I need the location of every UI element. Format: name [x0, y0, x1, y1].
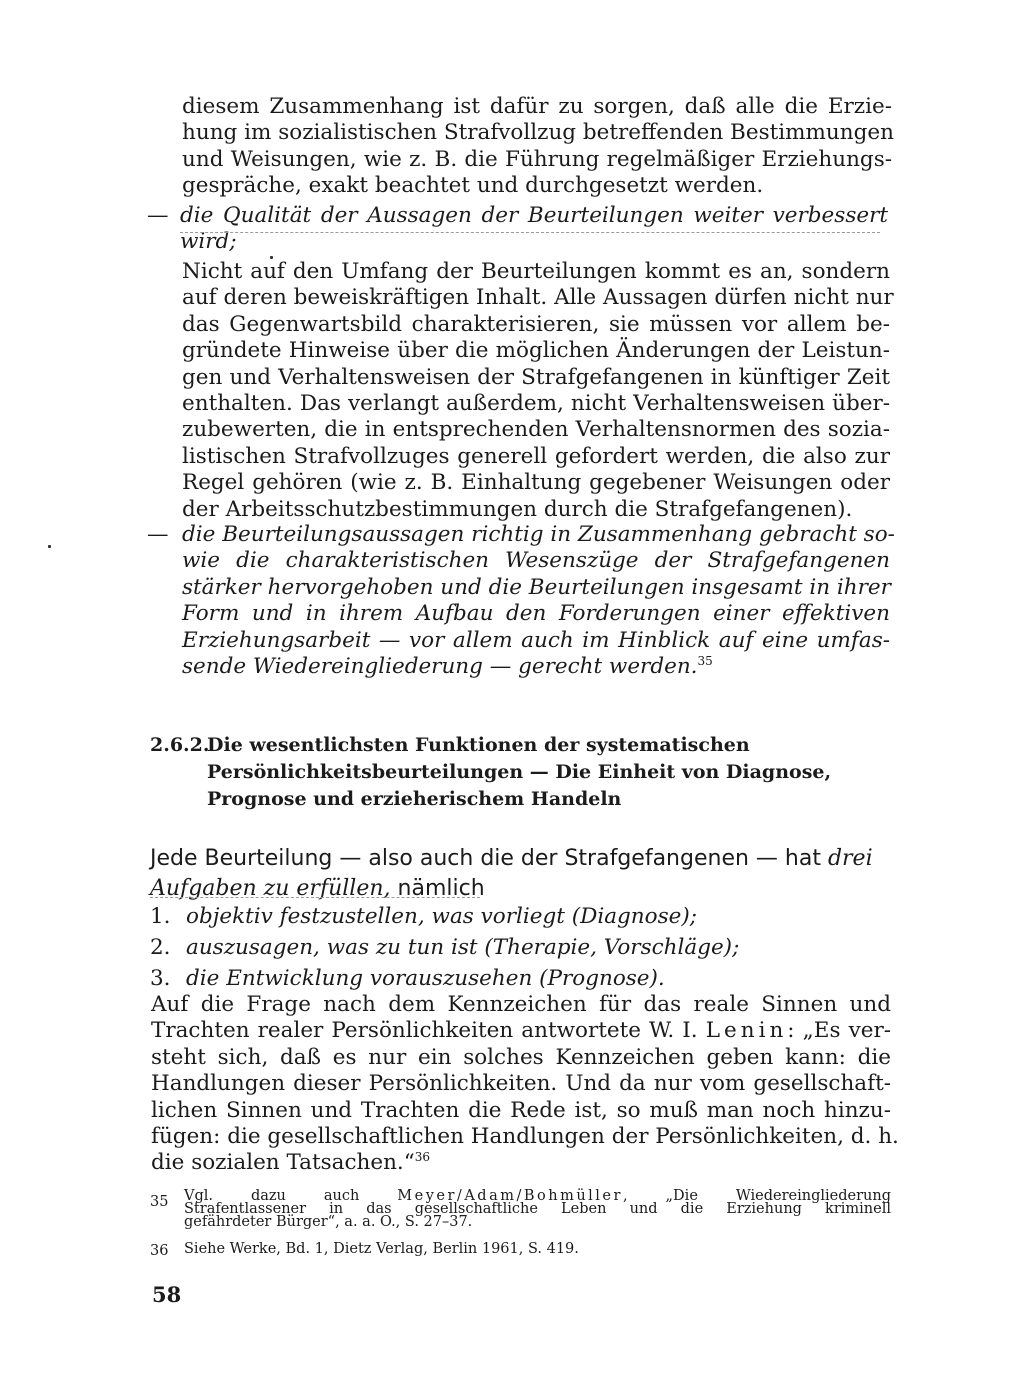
- author-names-spaced: Meyer/Adam/Bohmüller: [397, 1188, 623, 1204]
- text-line: gründete Hinweise über die möglichen Änderungen der Leistun-: [182, 338, 890, 364]
- footnote-line: Siehe Werke, Bd. 1, Dietz Verlag, Berlin 1961, S. 419.: [184, 1241, 579, 1257]
- footnote-36: [184, 1243, 891, 1256]
- text-span: die sozialen Tatsachen.“: [151, 1150, 415, 1176]
- text-line: [182, 654, 890, 680]
- list-number: 2.: [150, 935, 171, 960]
- text-line: wie die charakteristischen Wesenszüge der Strafgefangenen: [182, 548, 890, 574]
- text-line: [151, 1018, 891, 1044]
- paragraph-continuation: [182, 94, 892, 200]
- text-line: Nicht auf den Umfang der Beurteilungen kommt es an, sondern: [182, 259, 890, 284]
- text-span: Jede Beurteilung — also auch die der Strafgefangenen — hat: [150, 846, 828, 871]
- footnote-ref: 35: [697, 653, 713, 668]
- list-number: 1.: [150, 904, 171, 929]
- text-span: , „Die Wiedereingliederung: [622, 1188, 891, 1204]
- text-line: das Gegenwartsbild charakterisieren, sie müssen vor allem be-: [182, 311, 890, 337]
- faint-rule: [180, 232, 880, 233]
- text-line: lichen Sinnen und Trachten die Rede ist, so muß man noch hinzu-: [151, 1097, 891, 1123]
- text-line: fügen: die gesellschaftlichen Handlungen der Persönlichkeiten, d. h.: [151, 1123, 899, 1149]
- faint-rule: [150, 897, 480, 898]
- dash-item-statements: [182, 522, 895, 680]
- text-line: die Qualität der Aussagen der Beurteilungen weiter verbessert: [180, 203, 888, 228]
- footnote-ref: 36: [414, 1150, 431, 1165]
- list-item-diagnosis: objektiv festzustellen, was vorliegt (Diagnose);: [186, 904, 697, 929]
- footnote-35: [184, 1190, 891, 1229]
- text-line: diesem Zusammenhang ist dafür zu sorgen, daß alle die Erzie-: [182, 94, 892, 119]
- text-line: stärker hervorgehoben und die Beurteilungen insgesamt in ihrer: [182, 574, 891, 600]
- section-heading: [207, 732, 832, 813]
- intro-sentence: [150, 844, 892, 904]
- section-number: 2.6.2.: [150, 734, 210, 756]
- paragraph-scope: [182, 259, 894, 523]
- list-number: 3.: [150, 966, 171, 991]
- text-span: : „Es ver-: [787, 1018, 891, 1044]
- text-line: [151, 1150, 891, 1176]
- dash-item-quality: [180, 203, 888, 256]
- heading-line: Persönlichkeitsbeurteilungen — Die Einheit von Diagnose,: [207, 761, 832, 783]
- text-span-italic: drei: [827, 846, 873, 871]
- text-line: [150, 874, 892, 904]
- text-span: sende Wiedereingliederung — gerecht werden.: [182, 653, 698, 679]
- text-line: gen und Verhaltensweisen der Strafgefangenen in künftiger Zeit: [182, 364, 890, 390]
- list-dash: —: [147, 522, 169, 547]
- list-dash: —: [147, 203, 169, 228]
- text-line: der Arbeitsschutzbestimmungen durch die Strafgefangenen).: [182, 496, 853, 522]
- text-span-italic: Aufgaben zu erfüllen,: [150, 876, 391, 901]
- text-span: Trachten realer Persönlichkeiten antwortete W. I.: [151, 1018, 706, 1044]
- text-line: listischen Strafvollzuges generell gefordert werden, die also zur: [182, 443, 890, 469]
- text-line: zubewerten, die in entsprechenden Verhaltensnormen des sozia-: [182, 417, 890, 443]
- heading-line: Die wesentlichsten Funktionen der systematischen: [207, 734, 750, 756]
- text-line: und Weisungen, wie z. B. die Führung regelmäßiger Erziehungs-: [182, 146, 892, 172]
- text-line: enthalten. Das verlangt außerdem, nicht Verhaltensweisen über-: [182, 390, 890, 416]
- text-span: Vgl. dazu auch: [184, 1188, 398, 1204]
- list-item-prognosis: die Entwicklung vorauszusehen (Prognose).: [186, 966, 665, 991]
- paragraph-lenin-quote: [151, 992, 899, 1177]
- text-line: Regel gehören (wie z. B. Einhaltung gegebener Weisungen oder: [182, 470, 890, 496]
- footnote-number: 35: [150, 1194, 169, 1210]
- text-line: [150, 844, 892, 874]
- text-line: hung im sozialistischen Strafvollzug betreffenden Bestimmungen: [182, 120, 894, 146]
- footnote-line: gefährdeter Bürger“, a. a. O., S. 27–37.: [184, 1214, 473, 1230]
- ink-mark: [48, 545, 51, 548]
- text-line: Auf die Frage nach dem Kennzeichen für das reale Sinnen und: [151, 992, 891, 1017]
- text-line: steht sich, daß es nur ein solches Kennzeichen geben kann: die: [151, 1044, 891, 1070]
- text-line: die Beurteilungsaussagen richtig in Zusammenhang gebracht so-: [182, 522, 895, 547]
- author-name-spaced: Lenin: [705, 1018, 788, 1044]
- text-span: nämlich: [390, 876, 485, 901]
- page-number: 58: [152, 1282, 182, 1307]
- footnote-line: Strafentlassener in das gesellschaftliche Leben und die Erziehung kriminell: [184, 1201, 891, 1217]
- text-line: gespräche, exakt beachtet und durchgesetzt werden.: [182, 173, 764, 199]
- list-item-therapy: auszusagen, was zu tun ist (Therapie, Vorschläge);: [186, 935, 740, 960]
- footnote-number: 36: [150, 1243, 169, 1259]
- text-line: Erziehungsarbeit — vor allem auch im Hinblick auf eine umfas-: [182, 627, 890, 653]
- text-line: Handlungen dieser Persönlichkeiten. Und da nur vom gesellschaft-: [151, 1071, 891, 1097]
- text-line: wird;: [180, 229, 237, 255]
- text-line: auf deren beweiskräftigen Inhalt. Alle Aussagen dürfen nicht nur: [182, 285, 894, 311]
- text-line: Form und in ihrem Aufbau den Forderungen einer effektiven: [182, 601, 890, 627]
- heading-line: Prognose und erzieherischem Handeln: [207, 788, 622, 810]
